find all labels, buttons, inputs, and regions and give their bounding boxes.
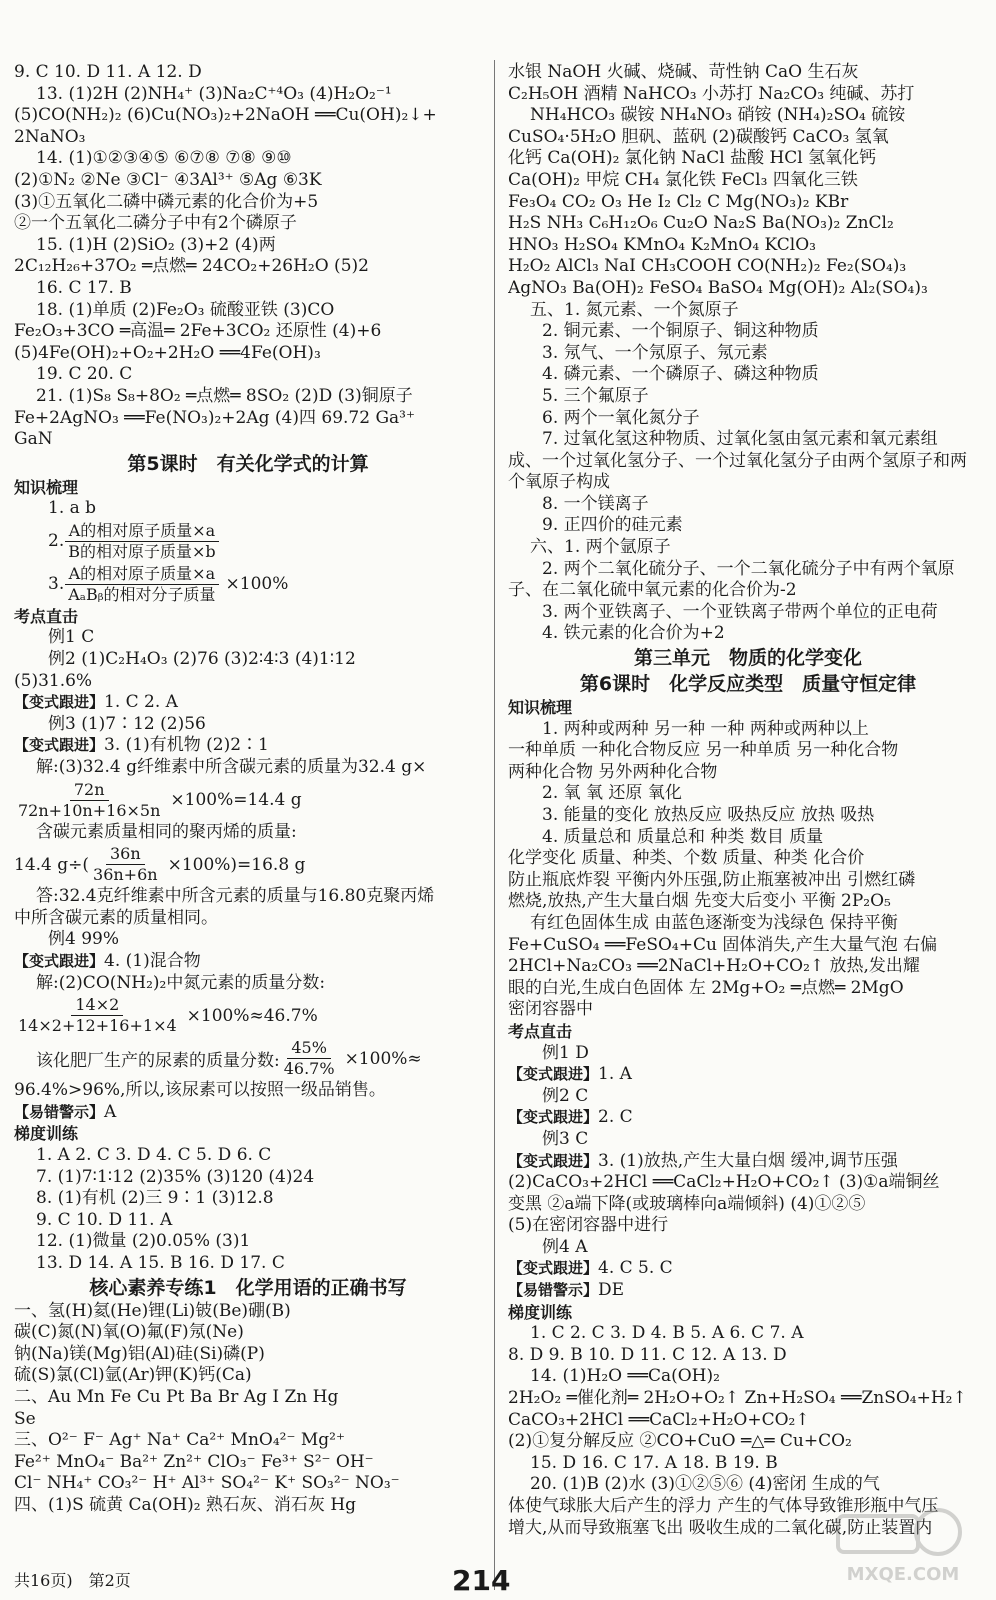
answer-line: H₂S NH₃ C₆H₁₂O₆ Cu₂O Na₂S Ba(NO₃)₂ ZnCl₂ bbox=[508, 213, 894, 234]
fraction-denominator: 72n+10n+16×5n bbox=[18, 800, 161, 820]
fraction bbox=[64, 521, 219, 562]
variant-line bbox=[14, 951, 482, 973]
warning-tag: 【易错警示】 bbox=[14, 1102, 105, 1121]
answer-line: 4. 铁元素的化合价为+2 bbox=[542, 623, 725, 644]
variant-line bbox=[508, 1151, 988, 1173]
item-number: 3. bbox=[48, 574, 65, 595]
answer-line: Ca(OH)₂ 甲烷 CH₄ 氯化铁 FeCl₃ 四氧化三铁 bbox=[508, 169, 858, 190]
answer-line: 燃烧,放热,产生大量白烟 先变大后变小 平衡 2P₂O₅ bbox=[508, 891, 891, 912]
answer-line: 1. C 2. C 3. D 4. B 5. A 6. C 7. A bbox=[530, 1323, 804, 1344]
variant-tag: 【变式跟进】 bbox=[14, 736, 105, 755]
answer-line: 3. 能量的变化 放热反应 吸热反应 放热 吸热 bbox=[542, 805, 875, 825]
answer-line: 2C₁₂H₂₆+37O₂ ═点燃═ 24CO₂+26H₂O (5)2 bbox=[14, 256, 369, 277]
answer-line: 7. (1)7∶1∶12 (2)35% (3)120 (4)24 bbox=[36, 1166, 315, 1187]
answer-line: 防止瓶底炸裂 平衡内外压强,防止瓶塞被冲出 引燃红磷 bbox=[508, 869, 916, 890]
answer-line: 个氧原子构成 bbox=[508, 472, 610, 493]
right-column bbox=[508, 62, 988, 1539]
section-heading-zhishi: 知识梳理 bbox=[14, 477, 79, 497]
answer-line: 13. D 14. A 15. B 16. D 17. C bbox=[36, 1252, 285, 1273]
warning-text: A bbox=[104, 1101, 117, 1122]
answer-line: 2. 铜元素、一个铜原子、铜这种物质 bbox=[542, 321, 819, 342]
answer-line: 19. C 20. C bbox=[36, 364, 133, 385]
answer-line: 2. 氧 氧 还原 氧化 bbox=[542, 783, 682, 804]
answer-line: 4. 磷元素、一个磷原子、磷这种物质 bbox=[542, 364, 819, 385]
left-column bbox=[14, 62, 482, 1516]
fraction-denominator: 14×2+12+16+1×4 bbox=[18, 1016, 177, 1036]
answer-line: 9. C 10. D 11. A bbox=[36, 1209, 173, 1230]
variant-tag: 【变式跟进】 bbox=[14, 693, 105, 712]
answer-line: 1. 两种或两种 另一种 一种 两种或两种以上 bbox=[542, 718, 869, 739]
watermark-logo bbox=[828, 1500, 978, 1590]
answer-line: 三、O²⁻ F⁻ Ag⁺ Na⁺ Ca²⁺ MnO₄²⁻ Mg²⁺ bbox=[14, 1430, 345, 1451]
answer-line: AgNO₃ Ba(OH)₂ FeSO₄ BaSO₄ Mg(OH)₂ Al₂(SO₄)₃ bbox=[508, 277, 928, 298]
footer-page-info: 共16页) 第2页 bbox=[14, 1571, 131, 1590]
answer-line: 密闭容器中 bbox=[508, 999, 593, 1020]
variant-text: 1. A bbox=[598, 1064, 632, 1085]
formula-row bbox=[14, 563, 482, 606]
answer-line: 9. C 10. D 11. A 12. D bbox=[14, 62, 202, 82]
answer-line: GaN bbox=[14, 429, 53, 450]
variant-line bbox=[508, 1107, 988, 1129]
answer-line: 96.4%>96%,所以,该尿素可以按照一级品销售。 bbox=[14, 1080, 386, 1101]
answer-line: 18. (1)单质 (2)Fe₂O₃ 硫酸亚铁 (3)CO bbox=[36, 299, 335, 320]
answer-line: 答:32.4克纤维素中所含元素的质量与16.80克聚丙烯 bbox=[36, 886, 435, 907]
formula-row bbox=[14, 843, 482, 886]
section-heading-tidu: 梯度训练 bbox=[508, 1302, 573, 1322]
answer-line: 14. (1)H₂O ══Ca(OH)₂ bbox=[530, 1366, 720, 1387]
variant-line bbox=[508, 1064, 988, 1086]
answer-line: 8. (1)有机 (2)三 9∶1 (3)12.8 bbox=[36, 1188, 274, 1209]
fraction bbox=[89, 844, 162, 885]
answer-line: 6. 两个一氧化氮分子 bbox=[542, 407, 700, 428]
column-divider bbox=[494, 60, 495, 1590]
core-practice-title: 核心素养专练1 化学用语的正确书写 bbox=[89, 1276, 407, 1299]
answer-line: H₂O₂ AlCl₃ NaI CH₃COOH CO(NH₂)₂ Fe₂(SO₄)₃ bbox=[508, 256, 907, 277]
fraction-tail: ×100%=14.4 g bbox=[170, 790, 302, 811]
section-heading-zhishi: 知识梳理 bbox=[508, 698, 573, 718]
section-heading-kaodian: 考点直击 bbox=[508, 1021, 573, 1041]
answer-line: Fe+CuSO₄ ══FeSO₄+Cu 固体消失,产生大量气泡 右偏 bbox=[508, 934, 938, 955]
answer-line: 解:(3)32.4 g纤维素中所含碳元素的质量为32.4 g× bbox=[36, 757, 427, 778]
answer-line: 例1 D bbox=[542, 1042, 589, 1063]
item-number: 2. bbox=[48, 531, 65, 552]
page-number: 214 bbox=[452, 1564, 511, 1597]
fraction bbox=[14, 780, 164, 821]
fraction-numerator: 36n bbox=[106, 844, 145, 865]
lesson6-title: 第6课时 化学反应类型 质量守恒定律 bbox=[579, 673, 917, 696]
fraction-numerator: A的相对原子质量×a bbox=[65, 521, 220, 542]
fraction-numerator: 14×2 bbox=[71, 995, 123, 1016]
variant-tag: 【变式跟进】 bbox=[14, 952, 105, 970]
fraction-tail: ×100%≈ bbox=[344, 1048, 422, 1069]
answer-line: 21. (1)S₈ S₈+8O₂ ═点燃═ 8SO₂ (2)D (3)铜原子 bbox=[36, 385, 413, 406]
fraction-numerator: A的相对原子质量×a bbox=[65, 564, 220, 585]
answer-line: 2H₂O₂ ═催化剂═ 2H₂O+O₂↑ Zn+H₂SO₄ ══ZnSO₄+H₂↑ bbox=[508, 1388, 967, 1409]
variant-text: 1. C 2. A bbox=[104, 692, 178, 713]
answer-line: Fe₂O₃+3CO ═高温═ 2Fe+3CO₂ 还原性 (4)+6 bbox=[14, 321, 382, 342]
answer-line: 例4 A bbox=[542, 1236, 588, 1257]
answer-line: 六、1. 两个氩原子 bbox=[530, 537, 671, 558]
answer-line: 解:(2)CO(NH₂)₂中氮元素的质量分数: bbox=[36, 972, 326, 993]
answer-line: 一种单质 一种化合物反应 另一种单质 另一种化合物 bbox=[508, 740, 899, 761]
fraction-denominator: AₐBᵦ的相对分子质量 bbox=[68, 584, 216, 604]
answer-line: ②一个五氧化二磷分子中有2个磷原子 bbox=[14, 213, 297, 234]
answer-line: 1. A 2. C 3. D 4. C 5. D 6. C bbox=[36, 1144, 272, 1165]
answer-line: (5)在密闭容器中进行 bbox=[508, 1215, 669, 1236]
answer-line: 体使气球胀大后产生的浮力 产生的气体导致锥形瓶中气压 bbox=[508, 1496, 939, 1516]
fraction-numerator: 45% bbox=[287, 1038, 331, 1059]
variant-tag: 【变式跟进】 bbox=[508, 1151, 599, 1170]
fraction-denominator: 36n+6n bbox=[93, 865, 158, 885]
answer-line: NH₄HCO₃ 碳铵 NH₄NO₃ 硝铵 (NH₄)₂SO₄ 硫铵 bbox=[530, 105, 906, 126]
answer-line: 含碳元素质量相同的聚丙烯的质量: bbox=[36, 821, 297, 842]
answer-line: 16. C 17. B bbox=[36, 277, 132, 298]
answer-line: 14. (1)①②③④⑤ ⑥⑦⑧ ⑦⑧ ⑨⑩ bbox=[36, 148, 292, 169]
warning-text: DE bbox=[598, 1280, 625, 1301]
variant-text: 2. C bbox=[598, 1107, 633, 1128]
formula-row bbox=[14, 994, 482, 1037]
answer-line: 13. (1)2H (2)NH₄⁺ (3)Na₂C⁺⁴O₃ (4)H₂O₂⁻¹ bbox=[36, 83, 392, 104]
answer-line: 增大,从而导致瓶塞飞出 吸收生成的二氧化碳,防止装置内 bbox=[508, 1517, 933, 1538]
answer-line: CuSO₄·5H₂O 胆矾、蓝矾 (2)碳酸钙 CaCO₃ 氢氧 bbox=[508, 126, 889, 147]
answer-line: 眼的白光,生成白色固体 左 2Mg+O₂ ═点燃═ 2MgO bbox=[508, 977, 904, 998]
formula-row bbox=[14, 1037, 482, 1080]
answer-line: 钠(Na)镁(Mg)铝(Al)硅(Si)磷(P) bbox=[14, 1343, 265, 1364]
fraction-tail: ×100%)=16.8 g bbox=[167, 854, 306, 875]
answer-line: 硫(S)氯(Cl)氩(Ar)钾(K)钙(Ca) bbox=[14, 1365, 252, 1386]
warning-tag: 【易错警示】 bbox=[508, 1281, 599, 1300]
answer-line: 四、(1)S 硫黄 Ca(OH)₂ 熟石灰、消石灰 Hg bbox=[14, 1494, 357, 1515]
answer-line: 两种化合物 另外两种化合物 bbox=[508, 761, 718, 782]
unit3-title: 第三单元 物质的化学变化 bbox=[633, 647, 862, 670]
answer-line: 2HCl+Na₂CO₃ ══2NaCl+H₂O+CO₂↑ 放热,发出耀 bbox=[508, 956, 920, 977]
answer-line: 3. 两个亚铁离子、一个亚铁离子带两个单位的正电荷 bbox=[542, 601, 938, 622]
variant-text: 3. (1)放热,产生大量白烟 缓冲,调节压强 bbox=[598, 1150, 898, 1171]
variant-tag: 【变式跟进】 bbox=[508, 1065, 599, 1084]
answer-line: 5. 三个氟原子 bbox=[542, 385, 649, 406]
answer-line: 例4 99% bbox=[48, 929, 120, 950]
fraction-denominator: B的相对原子质量×b bbox=[68, 541, 216, 561]
answer-line: (5)4Fe(OH)₂+O₂+2H₂O ══4Fe(OH)₃ bbox=[14, 342, 321, 363]
section-heading-tidu: 梯度训练 bbox=[14, 1124, 79, 1144]
answer-line: 一、氢(H)氦(He)锂(Li)铍(Be)硼(B) bbox=[14, 1300, 291, 1321]
fraction bbox=[64, 564, 219, 605]
answer-line: CaCO₃+2HCl ══CaCl₂+H₂O+CO₂↑ bbox=[508, 1409, 810, 1430]
formula-head: 14.4 g÷( bbox=[14, 854, 90, 875]
warning-line bbox=[508, 1280, 988, 1302]
answer-line: 中所含碳元素的质量相同。 bbox=[14, 907, 218, 928]
answer-line: (3)①五氧化二磷中磷元素的化合价为+5 bbox=[14, 191, 319, 212]
answer-line: (5)31.6% bbox=[14, 670, 93, 691]
variant-line bbox=[14, 735, 482, 757]
answer-line: 2. 两个二氧化硫分子、一个二氧化硫分子中有两个氧原 bbox=[542, 558, 955, 579]
answer-line: 子、在二氧化硫中氧元素的化合价为-2 bbox=[508, 580, 797, 601]
answer-line: 变黑 ②a端下降(或玻璃棒向a端倾斜) (4)①②⑤ bbox=[508, 1193, 866, 1214]
fraction-numerator: 72n bbox=[70, 780, 109, 801]
answer-line: 水银 NaOH 火碱、烧碱、苛性钠 CaO 生石灰 bbox=[508, 62, 859, 82]
variant-tag: 【变式跟进】 bbox=[508, 1108, 599, 1127]
lesson5-title: 第5课时 有关化学式的计算 bbox=[127, 452, 369, 475]
answer-line: 2NaNO₃ bbox=[14, 126, 86, 147]
svg-text:MXQE.COM: MXQE.COM bbox=[846, 1564, 960, 1585]
formula-head: 该化肥厂生产的尿素的质量分数: bbox=[36, 1051, 280, 1072]
variant-line bbox=[14, 692, 482, 714]
fraction-denominator: 46.7% bbox=[283, 1059, 335, 1079]
answer-line: 9. 正四价的硅元素 bbox=[542, 515, 683, 536]
answer-line: C₂H₅OH 酒精 NaHCO₃ 小苏打 Na₂CO₃ 纯碱、苏打 bbox=[508, 83, 915, 104]
answer-line: 8. D 9. B 10. D 11. C 12. A 13. D bbox=[508, 1344, 787, 1365]
formula-row bbox=[14, 779, 482, 822]
answer-line: Fe+2AgNO₃ ══Fe(NO₃)₂+2Ag (4)四 69.72 Ga³⁺ bbox=[14, 407, 415, 428]
fraction-tail: ×100%≈46.7% bbox=[186, 1005, 318, 1026]
answer-line: Fe²⁺ MnO₄⁻ Ba²⁺ Zn²⁺ ClO₃⁻ Fe³⁺ S²⁻ OH⁻ bbox=[14, 1451, 374, 1472]
section-heading-kaodian: 考点直击 bbox=[14, 606, 79, 626]
answer-line: 碳(C)氮(N)氧(O)氟(F)氖(Ne) bbox=[14, 1322, 244, 1343]
answer-line: 五、1. 氮元素、一个氮原子 bbox=[530, 299, 739, 320]
answer-line: Cl⁻ NH₄⁺ CO₃²⁻ H⁺ Al³⁺ SO₄²⁻ K⁺ SO₃²⁻ NO₃⁻ bbox=[14, 1473, 400, 1494]
answer-line: 例2 (1)C₂H₄O₃ (2)76 (3)2∶4∶3 (4)1∶12 bbox=[48, 649, 356, 670]
answer-line: 例1 C bbox=[48, 627, 95, 648]
answer-line: 20. (1)B (2)水 (3)①②⑤⑥ (4)密闭 生成的气 bbox=[530, 1474, 880, 1495]
answer-line: 8. 一个镁离子 bbox=[542, 493, 649, 514]
answer-line: 15. (1)H (2)SiO₂ (3)+2 (4)两 bbox=[36, 234, 276, 255]
answer-line: 化钙 Ca(OH)₂ 氯化钠 NaCl 盐酸 HCl 氢氧化钙 bbox=[508, 148, 877, 169]
answer-line: 15. D 16. C 17. A 18. B 19. B bbox=[530, 1452, 778, 1473]
variant-text: 4. (1)混合物 bbox=[104, 951, 201, 971]
answer-line: 成、一个过氧化氢分子、一个过氧化氢分子由两个氢原子和两 bbox=[508, 450, 967, 471]
answer-line: Se bbox=[14, 1408, 36, 1429]
answer-line: 有红色固体生成 由蓝色逐渐变为浅绿色 保持平衡 bbox=[530, 912, 898, 933]
variant-tag: 【变式跟进】 bbox=[508, 1259, 599, 1278]
answer-line: (5)CO(NH₂)₂ (6)Cu(NO₃)₂+2NaOH ══Cu(OH)₂↓+ bbox=[14, 105, 437, 126]
answer-line: (2)①复分解反应 ②CO+CuO ═△═ Cu+CO₂ bbox=[508, 1431, 852, 1452]
warning-line bbox=[14, 1102, 482, 1124]
variant-text: 3. (1)有机物 (2)2∶1 bbox=[104, 735, 269, 756]
answer-line: 二、Au Mn Fe Cu Pt Ba Br Ag I Zn Hg bbox=[14, 1386, 339, 1407]
fraction-tail: ×100% bbox=[225, 574, 289, 595]
formula-row bbox=[14, 520, 482, 563]
variant-text: 4. C 5. C bbox=[598, 1258, 673, 1279]
answer-line: Fe₃O₄ CO₂ O₃ He I₂ Cl₂ C Mg(NO₃)₂ KBr bbox=[508, 191, 849, 212]
answer-line: HNO₃ H₂SO₄ KMnO₄ K₂MnO₄ KClO₃ bbox=[508, 234, 816, 255]
answer-line: (2)①N₂ ②Ne ③Cl⁻ ④3Al³⁺ ⑤Ag ⑥3K bbox=[14, 169, 322, 190]
answer-line: 7. 过氧化氢这种物质、过氧化氢由氢元素和氧元素组 bbox=[542, 429, 938, 450]
answer-line: 例3 (1)7∶12 (2)56 bbox=[48, 713, 206, 734]
answer-line: 例3 C bbox=[542, 1128, 589, 1149]
answer-line: (2)CaCO₃+2HCl ══CaCl₂+H₂O+CO₂↑ (3)①a端铜丝 bbox=[508, 1172, 940, 1193]
answer-line: 12. (1)微量 (2)0.05% (3)1 bbox=[36, 1231, 251, 1252]
fraction bbox=[280, 1038, 339, 1079]
answer-line: 化学变化 质量、种类、个数 质量、种类 化合价 bbox=[508, 848, 865, 869]
fraction bbox=[14, 995, 181, 1036]
variant-line bbox=[508, 1258, 988, 1280]
answer-line: 1. a b bbox=[48, 498, 97, 519]
answer-line: 4. 质量总和 质量总和 种类 数目 质量 bbox=[542, 826, 824, 847]
answer-line: 例2 C bbox=[542, 1085, 589, 1106]
answer-line: 3. 氖气、一个氖原子、氖元素 bbox=[542, 342, 768, 363]
